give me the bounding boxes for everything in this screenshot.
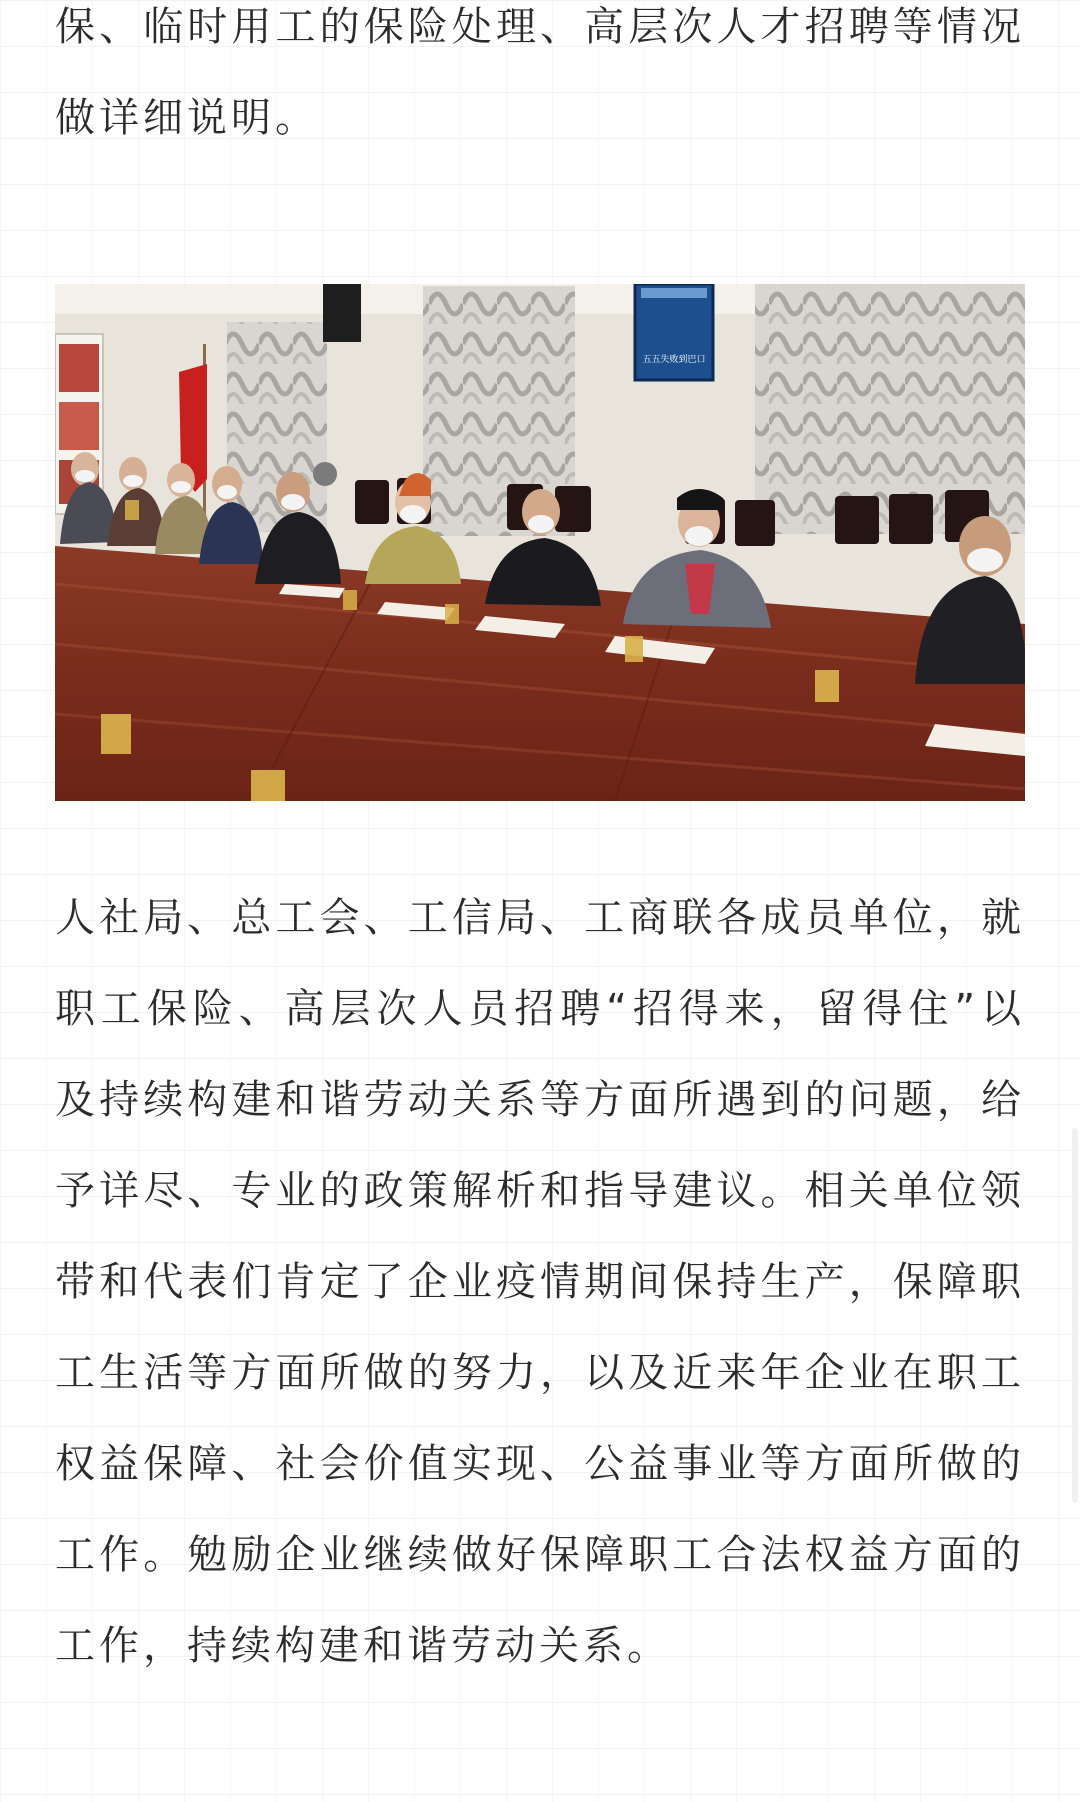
poster-caption: 五五失败到巴口 (642, 355, 706, 365)
meeting-photo-illustration (55, 284, 1025, 801)
wall-fan (313, 462, 337, 486)
article-paragraph-top: 保、临时用工的保险处理、高层次人才招聘等情况做详细说明。 (55, 4, 1025, 141)
scrollbar-track[interactable] (1072, 1128, 1078, 1503)
wall-poster (635, 284, 713, 380)
article-paragraph-bottom: 人社局、总工会、工信局、工商联各成员单位，就职工保险、高层次人员招聘“招得来，留得住”以及持续构建和谐劳动关系等方面所遇到的问题，给予详尽、专业的政策解析和指导建议。相关单位领带和代表们肯定了企业疫情期间保持生产，保障职工生活等方面所做的努力，以及近来年企业在职工权益保障、社会价值实现、公益事业等方面所做的工作。勉励企业继续做好保障职工合法权益方面的工作，持续构建和谐劳动关系。 (55, 895, 1025, 1669)
curtain-left (227, 322, 327, 532)
speaker (323, 284, 361, 342)
meeting-photo (55, 284, 1025, 801)
